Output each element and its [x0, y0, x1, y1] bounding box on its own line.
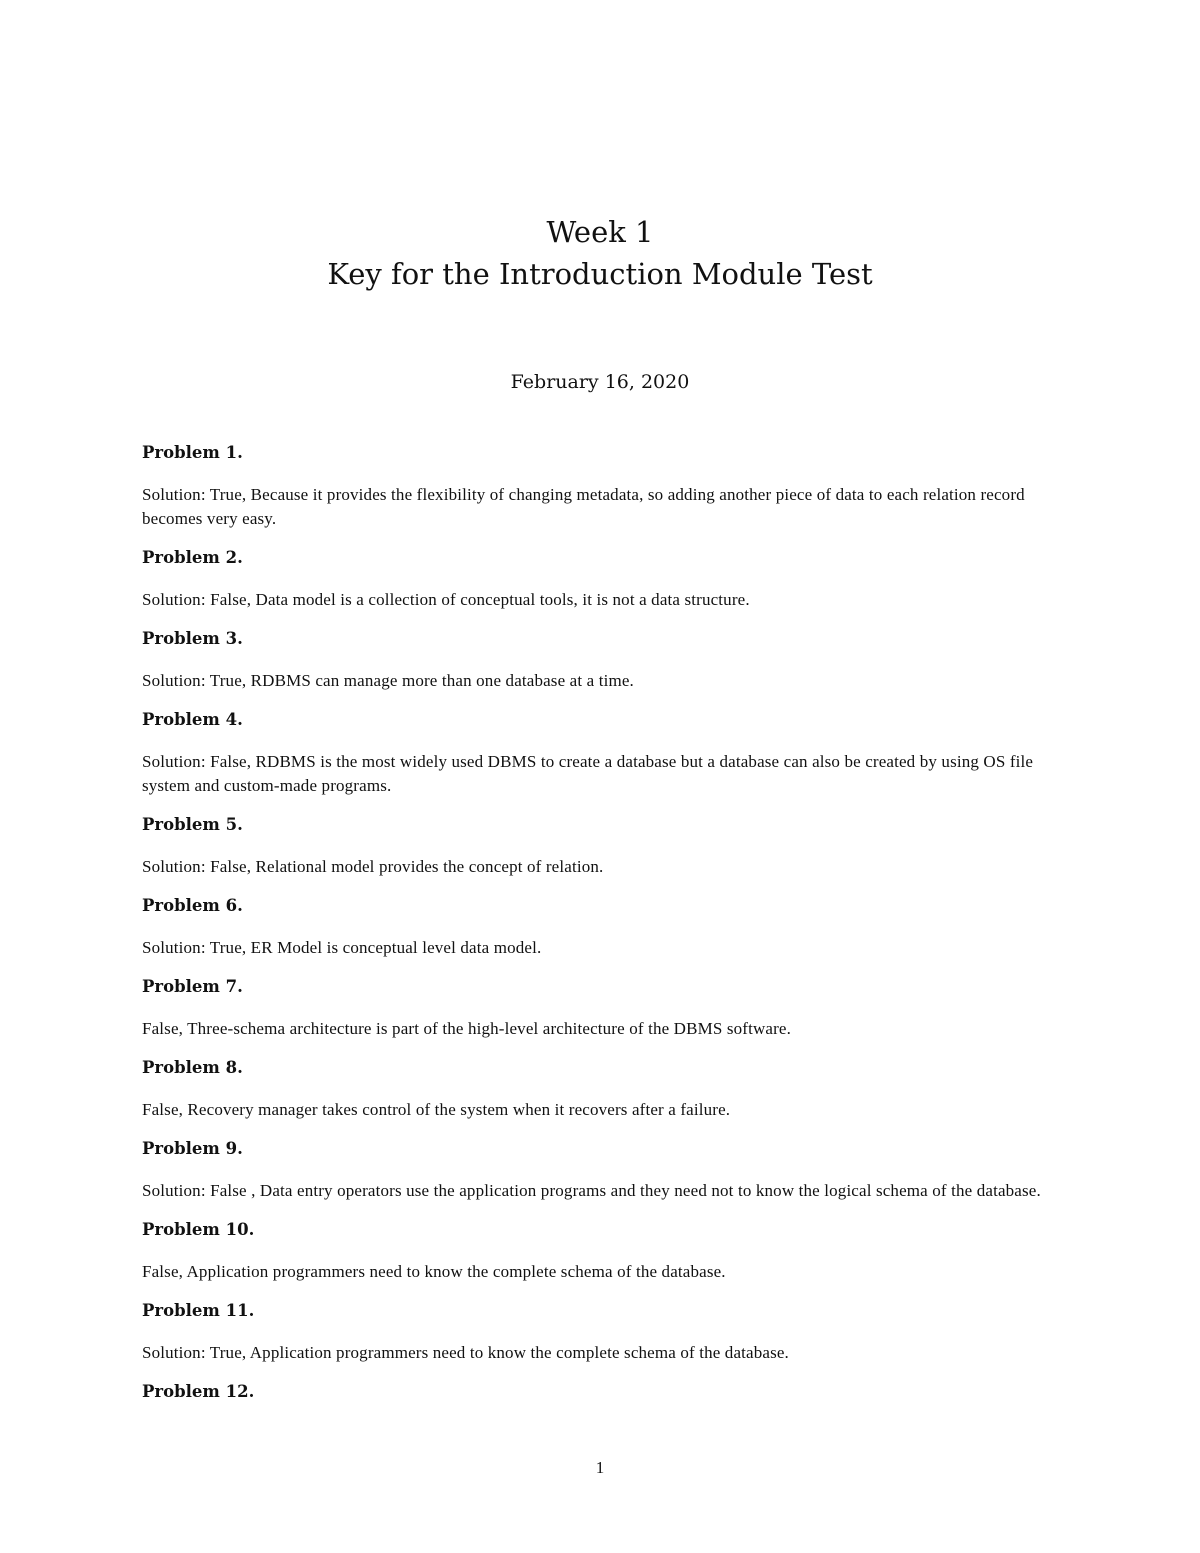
problem-heading: Problem 7. — [142, 977, 243, 996]
page-number: 1 — [595, 1458, 605, 1477]
problem-heading: Problem 12. — [142, 1382, 255, 1401]
problem-solution: False, Application programmers need to know the complete schema of the database. — [142, 1262, 726, 1281]
problem-heading: Problem 8. — [142, 1058, 243, 1077]
problem-heading: Problem 11. — [142, 1301, 255, 1320]
problem-heading: Problem 2. — [142, 548, 243, 567]
problem-heading: Problem 3. — [142, 629, 243, 648]
problem-3 — [142, 626, 1062, 693]
problem-7 — [142, 974, 1062, 1041]
problem-solution: False, Three-schema architecture is part of the high-level architecture of the DBMS software. — [142, 1019, 792, 1038]
problem-solution: False, Recovery manager takes control of the system when it recovers after a failure. — [142, 1100, 731, 1119]
problem-11 — [142, 1298, 1062, 1365]
problem-9 — [142, 1136, 1062, 1203]
problem-heading: Problem 1. — [142, 443, 243, 462]
problem-solution: Solution: True, Because it provides the flexibility of changing metadata, so adding another piece of data to each relation record becomes very easy. — [142, 485, 1025, 528]
problem-8 — [142, 1055, 1062, 1122]
problem-1 — [142, 440, 1062, 531]
problem-2 — [142, 545, 1062, 612]
problem-solution: Solution: False, RDBMS is the most widely used DBMS to create a database but a database can also be created by using OS file system and custom-made programs. — [142, 752, 1034, 795]
problem-6 — [142, 893, 1062, 960]
problem-solution: Solution: True, ER Model is conceptual level data model. — [142, 938, 542, 957]
document-title: Key for the Introduction Module Test — [327, 257, 873, 291]
problem-list — [142, 440, 1062, 1422]
problem-heading: Problem 5. — [142, 815, 243, 834]
problem-heading: Problem 9. — [142, 1139, 243, 1158]
problem-heading: Problem 10. — [142, 1220, 255, 1239]
problem-solution: Solution: False, Data model is a collection of conceptual tools, it is not a data structure. — [142, 590, 750, 609]
problem-heading: Problem 6. — [142, 896, 243, 915]
problem-solution: Solution: False, Relational model provides the concept of relation. — [142, 857, 604, 876]
problem-5 — [142, 812, 1062, 879]
problem-solution: Solution: True, Application programmers need to know the complete schema of the database. — [142, 1343, 789, 1362]
problem-10 — [142, 1217, 1062, 1284]
problem-solution: Solution: False , Data entry operators use the application programs and they need not to know the logical schema of the database. — [142, 1181, 1041, 1200]
problem-heading: Problem 4. — [142, 710, 243, 729]
document-title-week: Week 1 — [546, 215, 654, 249]
document-date: February 16, 2020 — [510, 371, 690, 393]
problem-solution: Solution: True, RDBMS can manage more than one database at a time. — [142, 671, 634, 690]
problem-4 — [142, 707, 1062, 798]
problem-12 — [142, 1379, 1062, 1405]
